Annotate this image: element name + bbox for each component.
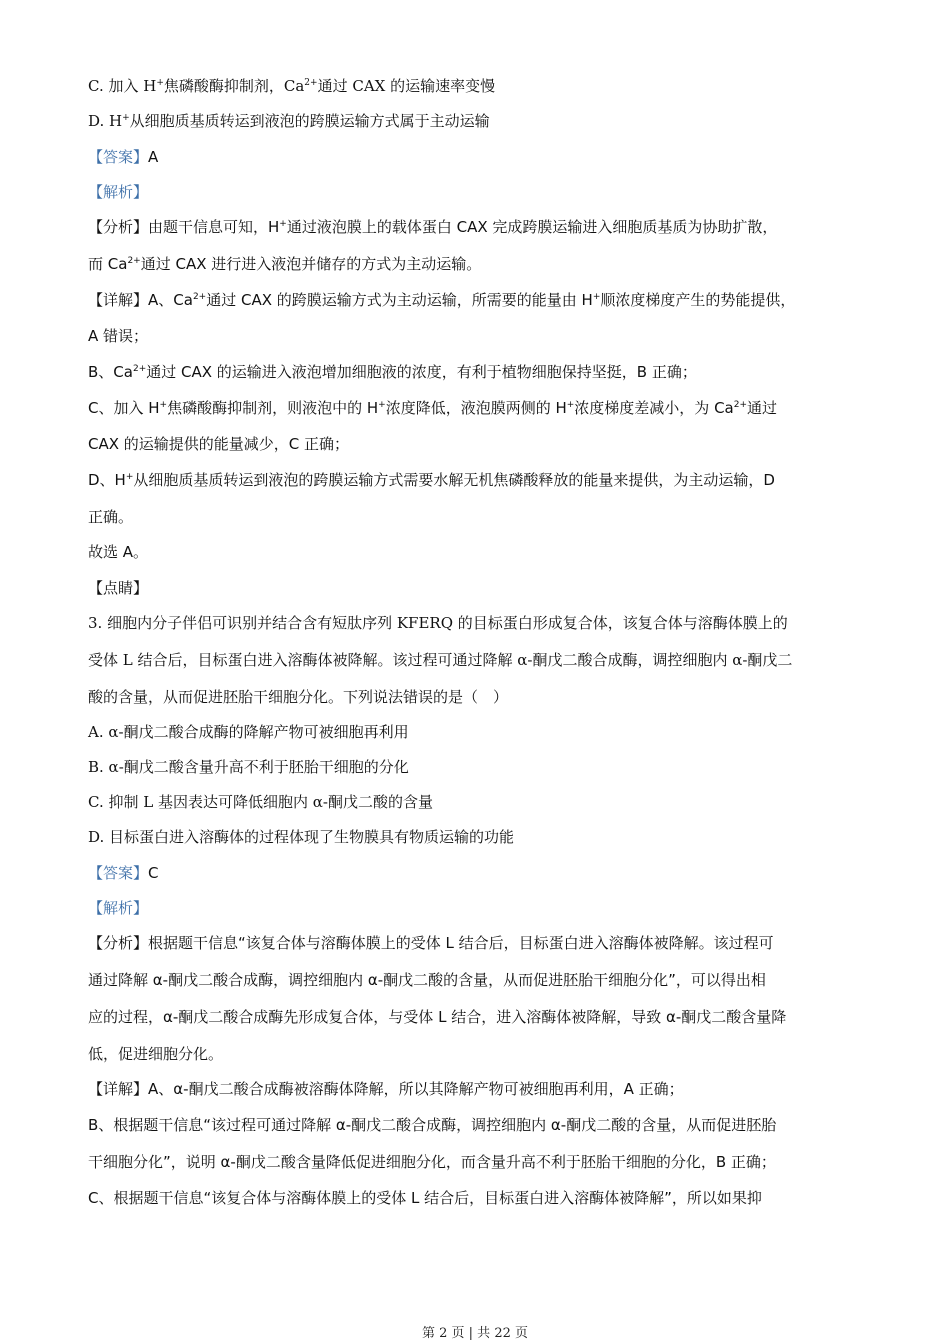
q2-xiangjie-c-1: C、加入 H+焦磷酸酶抑制剂，则液泡中的 H+浓度降低，液泡膜两侧的 H+浓度梯度差减小，为 $Ca^{2+}$通过	[88, 399, 778, 417]
q2-option-c: C. 加入 H+焦磷酸酶抑制剂，$Ca^{2+}$通过 CAX 的运输速率变慢	[88, 77, 496, 95]
q2-xiangjie-a-2: A 错误；	[88, 327, 149, 345]
q3-xiangjie-line-3: 干细胞分化”，说明 α-酮戊二酸含量降低促进细胞分化，而含量升高不利于胚胎干细胞的分化，B 正确；	[88, 1153, 776, 1171]
q2-xiangjie-b: B、$Ca^{2+}$通过 CAX 的运输进入液泡增加细胞液的浓度，有利于植物细胞保持坚挺，B 正确；	[88, 363, 697, 381]
q3-xiangjie-line-2: B、根据题干信息“该过程可通过降解 α-酮戊二酸合成酶，调控细胞内 α-酮戊二酸的含量，从而促进胚胎	[88, 1116, 777, 1134]
q2-xiangjie-d-2: 正确。	[88, 508, 134, 526]
q3-answer: 【答案】C	[88, 864, 159, 882]
q3-option-b: B. α-酮戊二酸含量升高不利于胚胎干细胞的分化	[88, 758, 409, 776]
q3-fenxi-line-3: 应的过程，α-酮戊二酸合成酶先形成复合体，与受体 L 结合，进入溶酶体被降解，导致 α-酮戊二酸含量降	[88, 1008, 787, 1026]
answer-label: 【答案】	[88, 148, 149, 166]
q2-dianjing-label: 【点睛】	[88, 579, 149, 597]
q3-stem-line-3: 酸的含量，从而促进胚胎干细胞分化。下列说法错误的是（ ）	[88, 688, 509, 706]
q2-option-d: D. H+从细胞质基质转运到液泡的跨膜运输方式属于主动运输	[88, 112, 490, 130]
q2-fenxi-line-2: 而 $Ca^{2+}$通过 CAX 进行进入液泡并储存的方式为主动运输。	[88, 255, 482, 273]
q2-conclusion: 故选 A。	[88, 543, 149, 561]
q2-answer: 【答案】A	[88, 148, 159, 166]
q2-fenxi-line-1: 【分析】由题干信息可知，H+通过液泡膜上的载体蛋白 CAX 完成跨膜运输进入细胞质基质为协助扩散，	[88, 218, 778, 236]
q3-stem-line-1: 3. 细胞内分子伴侣可识别并结合含有短肽序列 KFERQ 的目标蛋白形成复合体，该复合体与溶酶体膜上的	[88, 614, 788, 632]
q3-xiangjie-line-4: C、根据题干信息“该复合体与溶酶体膜上的受体 L 结合后，目标蛋白进入溶酶体被降解”，所以如果抑	[88, 1189, 762, 1207]
q3-option-c: C. 抑制 L 基因表达可降低细胞内 α-酮戊二酸的含量	[88, 793, 433, 811]
q3-fenxi-line-4: 低，促进细胞分化。	[88, 1045, 224, 1063]
q3-fenxi-line-2: 通过降解 α-酮戊二酸合成酶，调控细胞内 α-酮戊二酸的含量，从而促进胚胎干细胞分化”，可以得出相	[88, 971, 766, 989]
q3-option-d: D. 目标蛋白进入溶酶体的过程体现了生物膜具有物质运输的功能	[88, 828, 515, 846]
q3-option-a: A. α-酮戊二酸合成酶的降解产物可被细胞再利用	[88, 723, 409, 741]
q2-xiangjie-c-2: CAX 的运输提供的能量减少，C 正确；	[88, 435, 350, 453]
answer-label: 【答案】	[88, 864, 149, 882]
q3-stem-line-2: 受体 L 结合后，目标蛋白进入溶酶体被降解。该过程可通过降解 α-酮戊二酸合成酶，调控细胞内 α-酮戊二	[88, 651, 793, 669]
q2-analysis-label: 【解析】	[88, 183, 149, 201]
q3-xiangjie-line-1: 【详解】A、α-酮戊二酸合成酶被溶酶体降解，所以其降解产物可被细胞再利用，A 正确；	[88, 1080, 684, 1098]
q2-xiangjie-a-1: 【详解】A、$Ca^{2+}$通过 CAX 的跨膜运输方式为主动运输，所需要的能量由 H+顺浓度梯度产生的势能提供，	[88, 291, 796, 309]
q3-fenxi-line-1: 【分析】根据题干信息“该复合体与溶酶体膜上的受体 L 结合后，目标蛋白进入溶酶体被降解。该过程可	[88, 934, 774, 952]
q3-analysis-label: 【解析】	[88, 899, 149, 917]
page-footer: 第 2 页 | 共 22 页	[422, 1326, 528, 1341]
q2-xiangjie-d-1: D、H+从细胞质基质转运到液泡的跨膜运输方式需要水解无机焦磷酸释放的能量来提供，为主动运输，D	[88, 471, 775, 489]
